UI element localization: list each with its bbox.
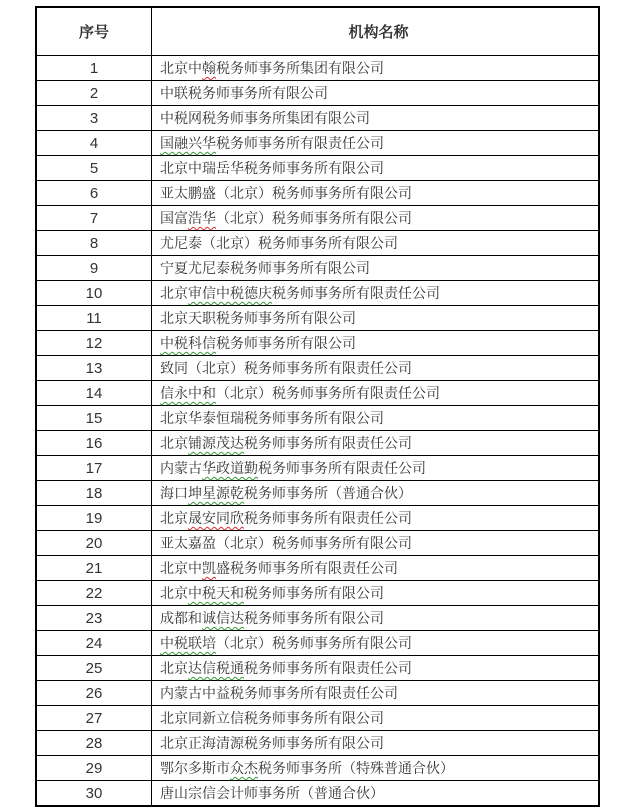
serial-number-cell: 17	[36, 456, 152, 481]
organization-name-text: 北京	[160, 435, 188, 451]
organization-name-text: 内蒙古	[160, 460, 202, 476]
organization-name-text: 北京中	[160, 60, 202, 76]
serial-number-cell: 15	[36, 406, 152, 431]
table-row	[36, 481, 599, 506]
column-header-organization-name: 机构名称	[152, 7, 600, 56]
table-row	[36, 656, 599, 681]
organization-name-text: 税务师事务所有限公司	[244, 610, 384, 626]
organization-name-text: 成都和	[160, 610, 202, 626]
organization-name-text: 北京	[160, 585, 188, 601]
table-row	[36, 381, 599, 406]
organization-name-text: 税务师事务所有限责任公司	[244, 435, 412, 451]
serial-number-cell: 14	[36, 381, 152, 406]
organization-name-text: 北京华泰恒瑞税务师事务所有限公司	[160, 410, 384, 426]
table-row	[36, 556, 599, 581]
serial-number-cell: 24	[36, 631, 152, 656]
serial-number-cell: 26	[36, 681, 152, 706]
table-row	[36, 231, 599, 256]
serial-number-cell: 12	[36, 331, 152, 356]
organization-name-text: 北京	[160, 510, 188, 526]
organization-name-text: 唐山宗信会计师事务所（普通合伙）	[160, 785, 384, 801]
organization-name-text: （北京）税务师事务所有限公司	[216, 635, 412, 651]
table-row	[36, 156, 599, 181]
spellcheck-squiggle-green: 中税科信	[160, 335, 216, 351]
serial-number-cell: 25	[36, 656, 152, 681]
organization-name-text: 税务师事务所有限公司	[216, 335, 356, 351]
spellcheck-squiggle-red: 翰	[202, 60, 216, 76]
organization-name-text: 北京中	[160, 560, 202, 576]
serial-number-cell: 1	[36, 56, 152, 81]
serial-number-cell: 21	[36, 556, 152, 581]
organization-table	[35, 6, 600, 807]
organization-name-text: 税务师事务所（特殊普通合伙）	[258, 760, 454, 776]
spellcheck-squiggle-green: 达信税通	[188, 660, 244, 676]
table-row	[36, 181, 599, 206]
spellcheck-squiggle-green: 坤星源乾	[188, 485, 244, 501]
organization-name-text: 尤尼泰（北京）税务师事务所有限公司	[160, 235, 398, 251]
organization-name-cell	[152, 531, 600, 556]
serial-number-cell: 3	[36, 106, 152, 131]
organization-name-cell	[152, 56, 600, 81]
organization-name-cell	[152, 456, 600, 481]
serial-number-cell: 16	[36, 431, 152, 456]
table-row	[36, 681, 599, 706]
organization-name-text: 鄂尔多斯市	[160, 760, 230, 776]
table-row	[36, 756, 599, 781]
organization-name-cell	[152, 281, 600, 306]
organization-name-text: 致同（北京）税务师事务所有限责任公司	[160, 360, 412, 376]
organization-name-text: 北京	[160, 660, 188, 676]
organization-name-text: 北京天职税务师事务所有限公司	[160, 310, 356, 326]
organization-name-cell	[152, 481, 600, 506]
document-page	[0, 6, 629, 802]
serial-number-cell: 22	[36, 581, 152, 606]
spellcheck-squiggle-green: 国融兴华	[160, 135, 216, 151]
organization-name-text: 北京	[160, 285, 188, 301]
table-row	[36, 431, 599, 456]
organization-name-text: 亚太鹏盛（北京）税务师事务所有限公司	[160, 185, 412, 201]
serial-number-cell: 9	[36, 256, 152, 281]
organization-name-cell	[152, 581, 600, 606]
organization-name-cell	[152, 131, 600, 156]
table-row	[36, 356, 599, 381]
serial-number-cell: 23	[36, 606, 152, 631]
serial-number-cell: 30	[36, 781, 152, 807]
spellcheck-squiggle-green: 中税联培	[160, 635, 216, 651]
organization-name-cell	[152, 606, 600, 631]
organization-name-text: 宁夏尤尼泰税务师事务所有限公司	[160, 260, 370, 276]
organization-name-cell	[152, 331, 600, 356]
organization-name-cell	[152, 81, 600, 106]
serial-number-cell: 27	[36, 706, 152, 731]
table-row	[36, 281, 599, 306]
organization-name-text: 海口	[160, 485, 188, 501]
serial-number-cell: 28	[36, 731, 152, 756]
organization-name-text: 税务师事务所有限责任公司	[272, 285, 440, 301]
spellcheck-squiggle-green: 众杰	[230, 760, 258, 776]
organization-name-cell	[152, 681, 600, 706]
organization-name-text: 中联税务师事务所有限公司	[160, 85, 328, 101]
organization-name-text: 税务师事务所集团有限公司	[216, 60, 384, 76]
organization-name-cell	[152, 181, 600, 206]
organization-name-cell	[152, 156, 600, 181]
organization-name-cell	[152, 406, 600, 431]
organization-name-cell	[152, 756, 600, 781]
organization-name-text: 税务师事务所有限公司	[244, 585, 384, 601]
organization-name-cell	[152, 431, 600, 456]
table-row	[36, 506, 599, 531]
serial-number-cell: 13	[36, 356, 152, 381]
spellcheck-squiggle-green: 审信中税德庆	[188, 285, 272, 301]
table-row	[36, 81, 599, 106]
header-row	[36, 7, 599, 56]
table-row	[36, 306, 599, 331]
organization-name-cell	[152, 556, 600, 581]
serial-number-cell: 20	[36, 531, 152, 556]
table-row	[36, 456, 599, 481]
table-row	[36, 206, 599, 231]
organization-name-text: 国富	[160, 210, 188, 226]
organization-name-cell	[152, 506, 600, 531]
organization-name-text: 内蒙古中益税务师事务所有限责任公司	[160, 685, 398, 701]
serial-number-cell: 6	[36, 181, 152, 206]
organization-name-cell	[152, 231, 600, 256]
spellcheck-squiggle-green: 诚信达	[202, 610, 244, 626]
organization-name-cell	[152, 381, 600, 406]
table-row	[36, 56, 599, 81]
organization-name-text: 盛税务师事务所有限责任公司	[216, 560, 398, 576]
serial-number-cell: 18	[36, 481, 152, 506]
table-row	[36, 331, 599, 356]
table-row	[36, 706, 599, 731]
spellcheck-squiggle-red: 凯	[202, 560, 216, 576]
table-row	[36, 581, 599, 606]
serial-number-cell: 10	[36, 281, 152, 306]
table-body	[36, 56, 599, 807]
serial-number-cell: 29	[36, 756, 152, 781]
organization-name-text: 中税网税务师事务所集团有限公司	[160, 110, 370, 126]
organization-name-text: 税务师事务所有限责任公司	[244, 510, 412, 526]
organization-name-cell	[152, 356, 600, 381]
serial-number-cell: 8	[36, 231, 152, 256]
spellcheck-squiggle-green: 铺源茂达	[188, 435, 244, 451]
table-row	[36, 131, 599, 156]
organization-name-text: 北京正海清源税务师事务所有限公司	[160, 735, 384, 751]
organization-name-cell	[152, 706, 600, 731]
organization-name-text: 税务师事务所有限责任公司	[258, 460, 426, 476]
organization-name-text: 税务师事务所有限责任公司	[244, 660, 412, 676]
table-row	[36, 256, 599, 281]
serial-number-cell: 4	[36, 131, 152, 156]
table-header	[36, 7, 599, 56]
table-row	[36, 106, 599, 131]
table-row	[36, 631, 599, 656]
table-row	[36, 781, 599, 807]
organization-name-text: 税务师事务所有限责任公司	[216, 135, 384, 151]
spellcheck-squiggle-red: 晟安同欣	[188, 510, 244, 526]
organization-name-cell	[152, 656, 600, 681]
organization-name-cell	[152, 631, 600, 656]
organization-name-text: 北京中瑞岳华税务师事务所有限公司	[160, 160, 384, 176]
serial-number-cell: 19	[36, 506, 152, 531]
table-row	[36, 531, 599, 556]
table-row	[36, 606, 599, 631]
organization-name-cell	[152, 256, 600, 281]
organization-name-text: 北京同新立信税务师事务所有限公司	[160, 710, 384, 726]
serial-number-cell: 5	[36, 156, 152, 181]
organization-name-cell	[152, 306, 600, 331]
organization-name-cell	[152, 206, 600, 231]
spellcheck-squiggle-green: 中税天和	[188, 585, 244, 601]
spellcheck-squiggle-red: 浩华	[188, 210, 216, 226]
organization-name-text: （北京）税务师事务所有限公司	[216, 210, 412, 226]
serial-number-cell: 11	[36, 306, 152, 331]
organization-name-text: 税务师事务所（普通合伙）	[244, 485, 412, 501]
column-header-serial-number: 序号	[36, 7, 152, 56]
table-row	[36, 406, 599, 431]
spellcheck-squiggle-green: 信永中和	[160, 385, 216, 401]
organization-name-text: （北京）税务师事务所有限责任公司	[216, 385, 440, 401]
spellcheck-squiggle-green: 华政道勤	[202, 460, 258, 476]
organization-name-cell	[152, 781, 600, 807]
table-row	[36, 731, 599, 756]
organization-name-cell	[152, 106, 600, 131]
serial-number-cell: 2	[36, 81, 152, 106]
serial-number-cell: 7	[36, 206, 152, 231]
organization-name-cell	[152, 731, 600, 756]
organization-name-text: 亚太嘉盈（北京）税务师事务所有限公司	[160, 535, 412, 551]
